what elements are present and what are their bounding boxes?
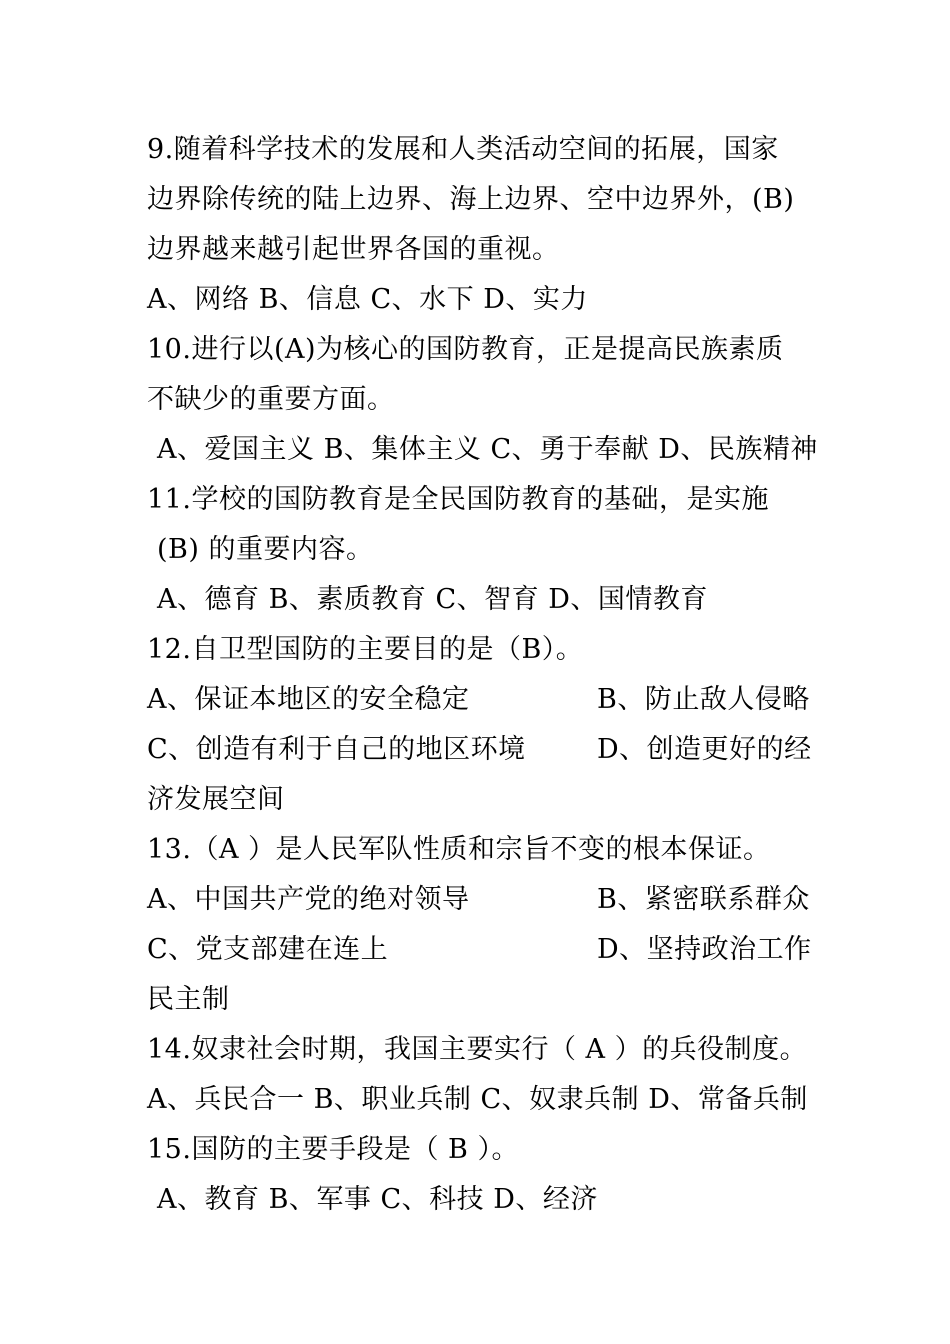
q12-option-d: D、创造更好的经 (597, 734, 812, 765)
q15-options: A、教育 B、军事 C、科技 D、经济 (157, 1184, 598, 1215)
q13-option-b: B、紧密联系群众 (597, 884, 810, 915)
q10-stem-line-1: 10.进行以(A)为核心的国防教育，正是提高民族素质 (147, 334, 784, 365)
q10-options: A、爱国主义 B、集体主义 C、勇于奉献 D、民族精神 (157, 434, 818, 465)
q12-option-a: A、保证本地区的安全稳定 (147, 684, 470, 715)
q11-stem-line-2: (B) 的重要内容。 (157, 534, 374, 565)
q10-stem-line-2: 不缺少的重要方面。 (147, 384, 395, 415)
q13-option-d-continued: 民主制 (147, 984, 230, 1015)
q12-option-d-continued: 济发展空间 (147, 784, 285, 815)
q15-stem: 15.国防的主要手段是（ B ）。 (147, 1134, 519, 1165)
q13-stem: 13.（A ）是人民军队性质和宗旨不变的根本保证。 (147, 834, 771, 865)
q13-option-c: C、党支部建在连上 (147, 934, 389, 965)
q12-option-c: C、创造有利于自己的地区环境 (147, 734, 526, 765)
q13-option-a: A、中国共产党的绝对领导 (147, 884, 470, 915)
q14-options: A、兵民合一 B、职业兵制 C、奴隶兵制 D、常备兵制 (147, 1084, 808, 1115)
q9-stem-line-2: 边界除传统的陆上边界、海上边界、空中边界外，(B) (147, 184, 795, 215)
q13-option-d: D、坚持政治工作 (597, 934, 812, 965)
q9-stem-line-3: 边界越来越引起世界各国的重视。 (147, 234, 560, 265)
q11-options: A、德育 B、素质教育 C、智育 D、国情教育 (157, 584, 708, 615)
q12-option-b: B、防止敌人侵略 (597, 684, 810, 715)
q12-stem: 12.自卫型国防的主要目的是（B）。 (147, 634, 584, 665)
q14-stem: 14.奴隶社会时期，我国主要实行（ A ）的兵役制度。 (147, 1034, 808, 1065)
q11-stem-line-1: 11.学校的国防教育是全民国防教育的基础，是实施 (147, 484, 769, 515)
q9-stem-line-1: 9.随着科学技术的发展和人类活动空间的拓展，国家 (147, 134, 779, 165)
q9-options: A、网络 B、信息 C、水下 D、实力 (147, 284, 588, 315)
